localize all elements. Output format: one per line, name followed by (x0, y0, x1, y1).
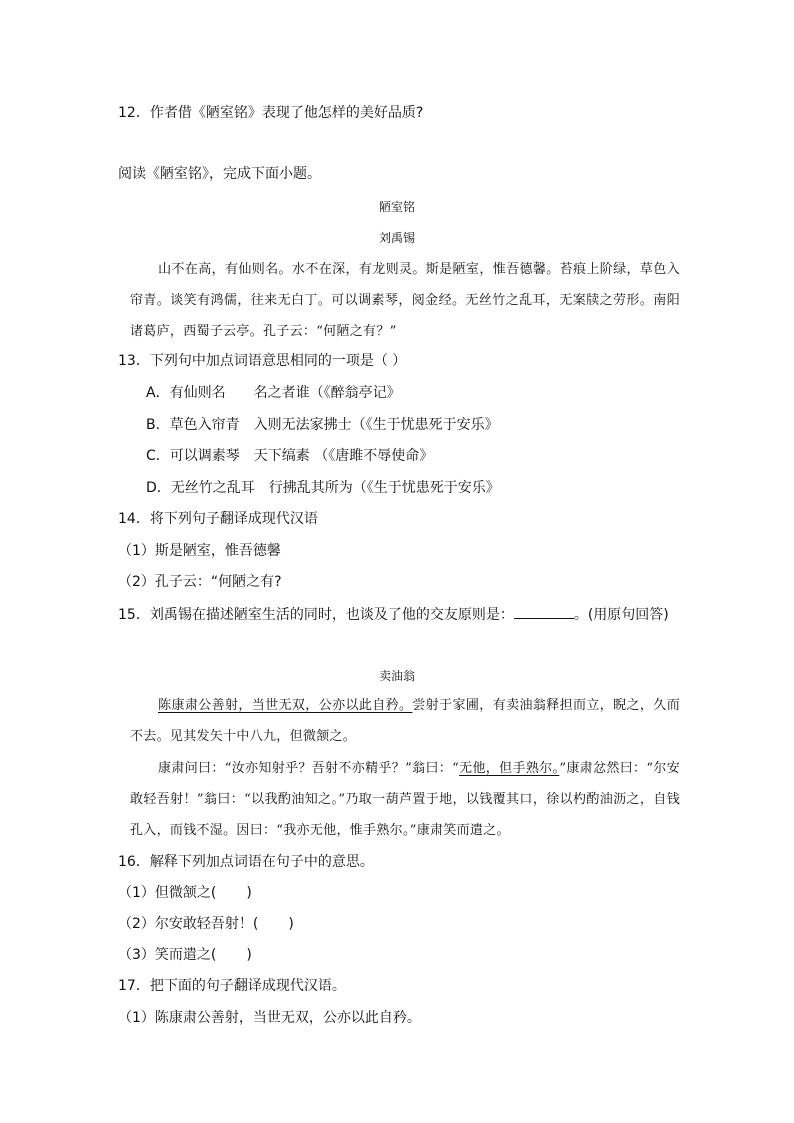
question-13-option-a: A．有仙则名 名之者谁（《醉翁亭记》 (146, 385, 401, 401)
question-15: 15．刘禹锡在描述陋室生活的同时，也谈及了他的交友原则是： 。(用原句回答) (118, 604, 669, 625)
question-17-stem: 17．把下面的句子翻译成现代汉语。 (118, 978, 346, 994)
question-12: 12．作者借《陋室铭》表现了他怎样的美好品质? (118, 105, 424, 121)
question-14-item-2: （2）孔子云：“何陋之有? (118, 574, 282, 590)
answer-blank[interactable] (514, 604, 574, 619)
question-16-item-2: （2）尔安敢轻吾射！( ) (118, 916, 294, 932)
question-13-option-c: C．可以调素琴 天下缟素 （《唐雎不辱使命》 (146, 448, 434, 464)
underlined-sentence: 陈康肃公善射，当世无双，公亦以此自矜。 (158, 698, 413, 713)
underlined-phrase: 无他，但手熟尔。 (459, 761, 560, 776)
question-17-item-1: （1）陈康肃公善射，当世无双，公亦以此自矜。 (118, 1010, 421, 1026)
passage-2-title: 卖油翁 (378, 669, 415, 683)
question-16-item-3: （3）笑而遣之( ) (118, 947, 252, 963)
question-16-item-1: （1）但微颔之( ) (118, 885, 252, 901)
passage-1-text: 山不在高，有仙则名。水不在深，有龙则灵。斯是陋室，惟吾德馨。苔痕上阶绿，草色入帘青。谈笑有鸿儒，往来无白丁。可以调素琴，阅金经。无丝竹之乱耳，无案牍之劳形。南阳诸葛庐，西蜀子云亭。孔子云：“何陋之有？” (130, 262, 680, 339)
question-14-stem: 14．将下列句子翻译成现代汉语 (118, 511, 318, 527)
passage-1-author: 刘禹锡 (378, 231, 415, 245)
question-13-option-b: B．草色入帘青 入则无法家拂士（《生于忧患死于安乐》 (146, 417, 499, 433)
passage-1-title: 陋室铭 (378, 200, 415, 214)
passage-2-paragraph-2: 康肃问曰：“汝亦知射乎？吾射不亦精乎？”翁曰：“无他，但手熟尔。”康肃忿然曰：“尔安敢轻吾射！”翁曰：“以我酌油知之。”乃取一葫芦置于地，以钱覆其口，徐以杓酌油沥之，自钱孔入，而钱不湿。因曰：“我亦无他，惟手熟尔。”康肃笑而遣之。 (130, 761, 681, 838)
question-16-stem: 16．解释下列加点词语在句子中的意思。 (118, 854, 374, 870)
passage-2-paragraph-1: 陈康肃公善射，当世无双，公亦以此自矜。尝射于家圃，有卖油翁释担而立，睨之，久而不去。见其发矢十中八九，但微颔之。 (130, 698, 680, 744)
question-13-stem: 13．下列句中加点词语意思相同的一项是（ ） (118, 353, 407, 369)
question-13-option-d: D．无丝竹之乱耳 行拂乱其所为（《生于忧患死于安乐》 (146, 480, 500, 496)
question-14-item-1: （1）斯是陋室，惟吾德馨 (118, 543, 281, 559)
reading-instruction: 阅读《陋室铭》，完成下面小题。 (118, 166, 321, 182)
